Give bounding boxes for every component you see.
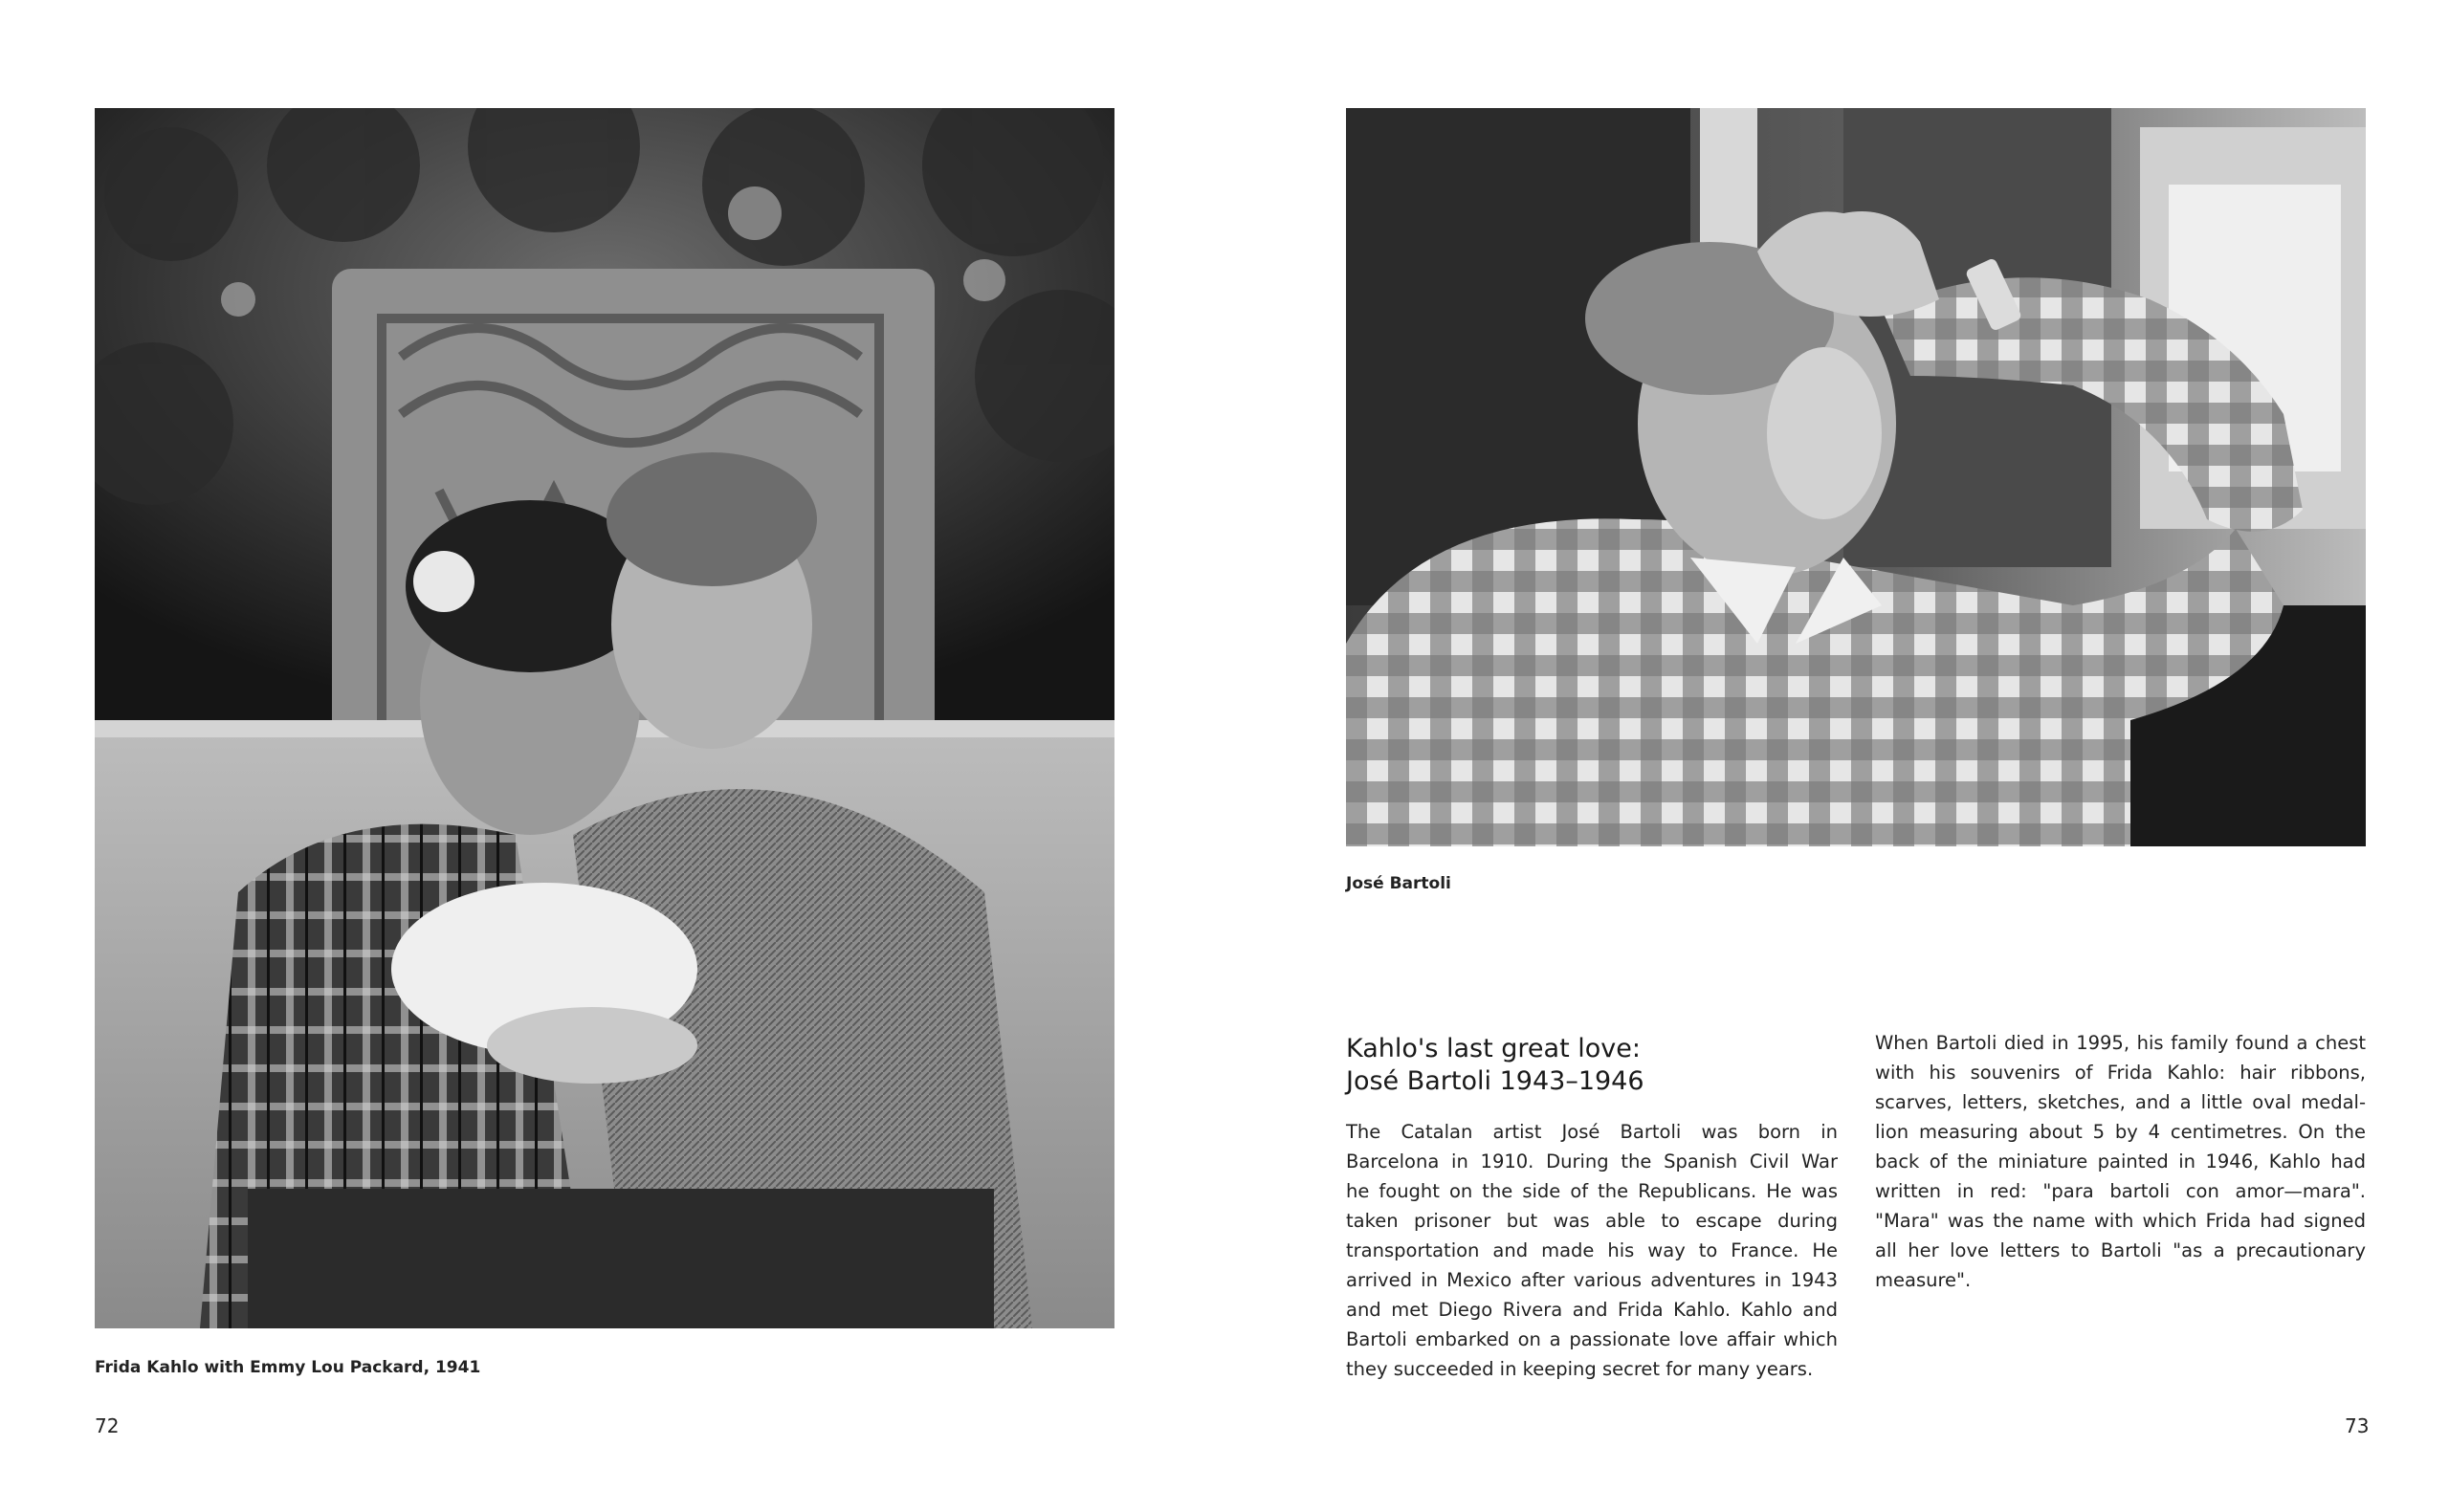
text-line: scarves, letters, sketches, and a little oval medal-: [1875, 1091, 2366, 1113]
text-line: "Mara" was the name with which Frida had signed: [1875, 1210, 2366, 1232]
text-line: taken prisoner but was able to escape during: [1346, 1210, 1838, 1232]
heading-line: Kahlo's last great love:: [1346, 1034, 1641, 1063]
text-line: he fought on the side of the Republicans. He was: [1346, 1180, 1838, 1202]
page-number: 73: [2345, 1414, 2370, 1437]
text-line: they succeeded in keeping secret for many years.: [1346, 1358, 1814, 1380]
text-line: written in red: "para bartoli con amor—mara".: [1875, 1180, 2366, 1202]
text-line: The Catalan artist José Bartoli was born in: [1346, 1121, 1838, 1143]
text-line: back of the miniature painted in 1946, Kahlo had: [1875, 1150, 2366, 1172]
section-heading: [1346, 1033, 1863, 1098]
photo-caption: Frida Kahlo with Emmy Lou Packard, 1941: [95, 1358, 481, 1377]
heading-line: José Bartoli 1943–1946: [1346, 1066, 1644, 1096]
body-text-column: [1346, 1117, 1838, 1384]
text-line: all her love letters to Bartoli "as a precautionary: [1875, 1239, 2366, 1261]
text-line: arrived in Mexico after various adventures in 1943: [1346, 1269, 1838, 1291]
text-line: lion measuring about 5 by 4 centimetres. On the: [1875, 1121, 2366, 1143]
text-line: When Bartoli died in 1995, his family found a chest: [1875, 1032, 2366, 1054]
text-line: measure".: [1875, 1269, 1972, 1291]
body-text-column: [1875, 1028, 2366, 1295]
photo-caption: José Bartoli: [1346, 874, 1451, 893]
text-line: and met Diego Rivera and Frida Kahlo. Kahlo and: [1346, 1299, 1838, 1321]
text-line: Bartoli embarked on a passionate love affair which: [1346, 1328, 1838, 1350]
photo-jose-bartoli: [1346, 108, 2366, 846]
text-line: transportation and made his way to France. He: [1346, 1239, 1838, 1261]
photo-frida-kahlo-emmy-lou-packard: [95, 108, 1114, 1328]
page-number: 72: [95, 1414, 120, 1437]
text-line: Barcelona in 1910. During the Spanish Civil War: [1346, 1150, 1838, 1172]
text-line: with his souvenirs of Frida Kahlo: hair ribbons,: [1875, 1062, 2366, 1084]
